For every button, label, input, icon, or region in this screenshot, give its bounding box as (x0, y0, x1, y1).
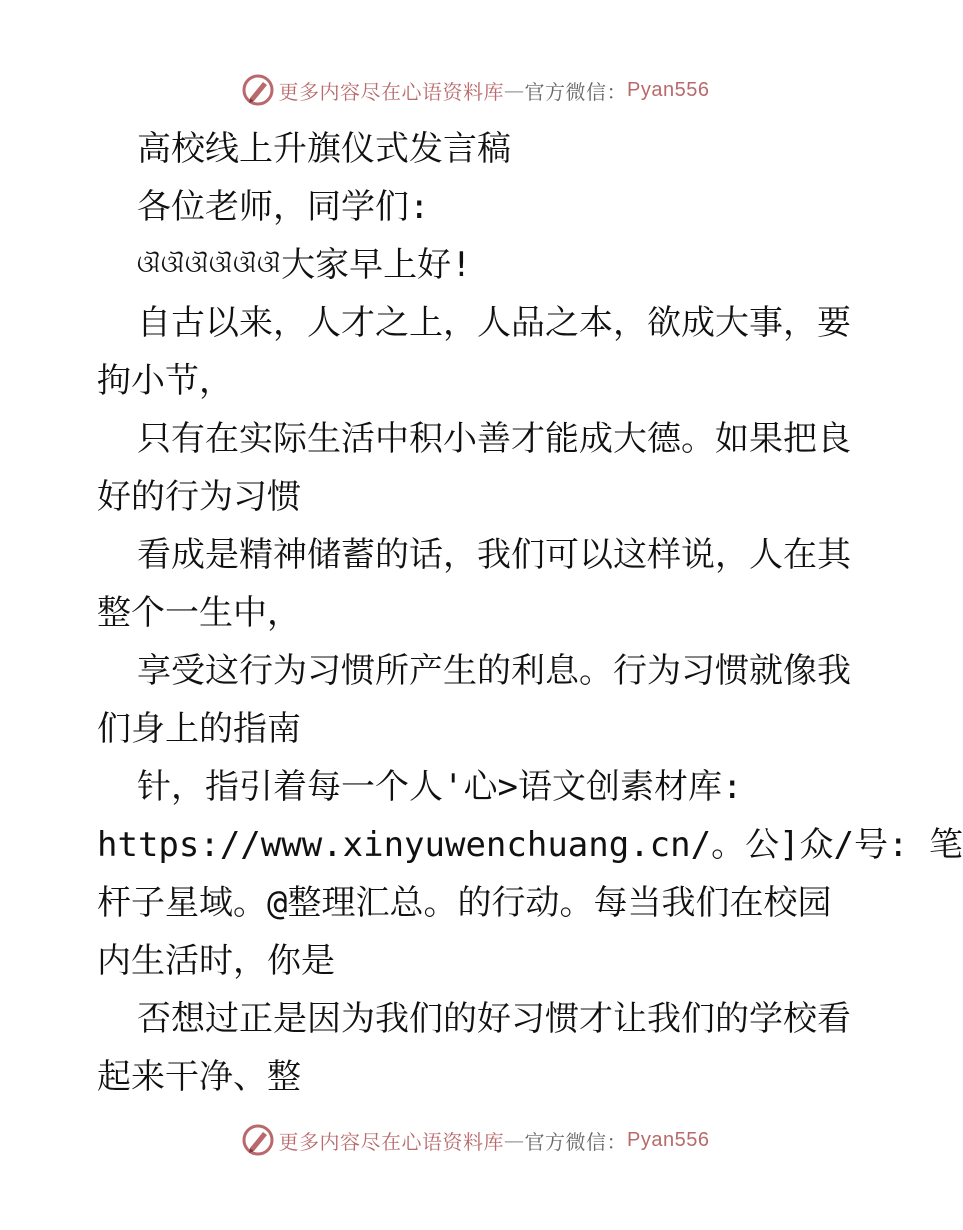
banner-dash: — (504, 1128, 525, 1152)
banner-wechat-id: Pyan556 (627, 1128, 710, 1151)
paragraph-line: https://www.xinyuwenchuang.cn/。公]众/号: 笔 (97, 825, 963, 865)
banner-wechat-id: Pyan556 (627, 78, 710, 101)
paragraph-line: 自古以来，人才之上，人品之本，欲成大事，要 (137, 303, 851, 343)
document-title: 高校线上升旗仪式发言稿 (137, 129, 511, 169)
greeting-line (97, 236, 857, 294)
paragraph-line: 只有在实际生活中积小善才能成大德。如果把良 (137, 419, 851, 459)
paragraph-line: 们身上的指南 (97, 709, 301, 749)
paragraph-line: 拘小节， (97, 361, 233, 401)
pen-circle-logo-icon (241, 73, 275, 107)
banner-site-text: 更多内容尽在心语资料库 (278, 1129, 505, 1154)
footer-banner (0, 1120, 950, 1160)
banner-site-text: 更多内容尽在心语资料库 (278, 79, 505, 104)
paragraph-line: 享受这行为习惯所产生的利息。行为习惯就像我 (137, 651, 851, 691)
document-body (97, 120, 963, 1106)
header-banner (0, 70, 950, 110)
paragraph-line: 针，指引着每一个人'心>语文创素材库: (137, 767, 743, 807)
salutation: 各位老师，同学们: (137, 187, 430, 227)
paragraph-line: 杆子星域。@整理汇总。的行动。每当我们在校园 (97, 883, 832, 923)
paragraph-line: 整个一生中， (97, 593, 301, 633)
paragraph-line: 看成是精神储蓄的话，我们可以这样说，人在其 (137, 535, 851, 575)
pen-circle-logo-icon (241, 1123, 275, 1157)
greeting-text: 大家早上好! (281, 245, 472, 285)
flourish-ornament: ଔଔଔଔଔଔ (137, 249, 282, 278)
paragraph-line: 内生活时，你是 (97, 941, 335, 981)
banner-dash: — (504, 78, 525, 102)
paragraph-line: 否想过正是因为我们的好习惯才让我们的学校看 (137, 999, 851, 1039)
banner-official-label: 官方微信： (524, 79, 628, 104)
banner-official-label: 官方微信： (524, 1129, 628, 1154)
paragraph-line: 起来干净、整 (97, 1057, 301, 1097)
paragraph-line: 好的行为习惯 (97, 477, 301, 517)
